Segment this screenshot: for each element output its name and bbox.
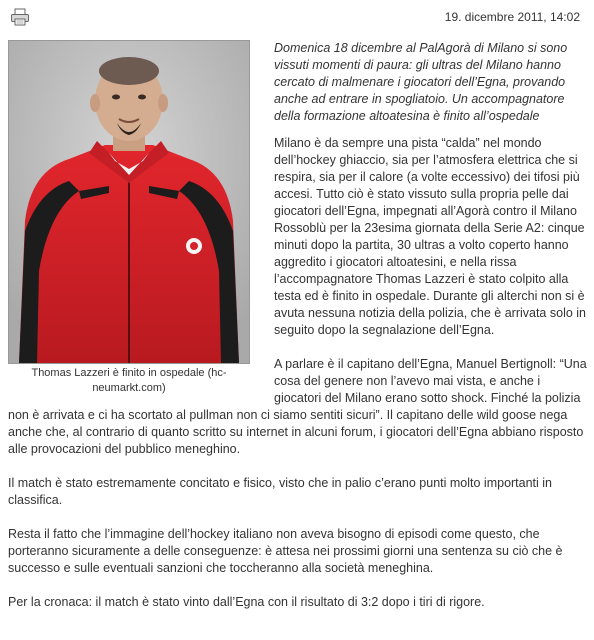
photo-caption: Thomas Lazzeri è finito in ospedale (hc-neumarkt.com) — [31, 367, 227, 394]
article-paragraph: Per la cronaca: il match è stato vinto dall’Egna con il risultato di 3:2 dopo i tiri di rigore. — [8, 595, 485, 609]
article-paragraph: A parlare è il capitano dell’Egna, Manuel Bertignoll: “Una cosa del genere non l’avevo mai vista, e anche i giocatori del Milano erano sotto shock. Finché la polizia non è arrivata e ci ha scortato al pullman non ci siamo sentiti sicuri”. Il capitano delle wild goose nega anche che, al contrario di quanto scritto su internet in alcuni forum, i giocatori dell’Egna abbiano risposto alle provocazioni del pubblico meneghino. — [8, 357, 587, 456]
article-paragraph: Milano è da sempre una pista “calda” nel mondo dell’hockey ghiaccio, sia per l’atmosfera elettrica che si respira, sia per il calore (a volte eccessivo) dei tifosi più accesi. Tutto ciò è stato vissuto sulla propria pelle dai giocatori dell’Egna, impegnati all’Agorà contro il Milano Rossoblù per la 23esima giornata della Serie A2: cinque minuti dopo la partita, 30 ultras a volto coperto hanno aggredito i giocatori altoatesini, e nella rissa l’accompagnatore Thomas Lazzeri è stato colpito alla testa ed è finito in ospedale. Durante gli alterchi non si è avuta nessuna notizia della polizia, che è arrivata solo in seguito dopo la segnalazione dell’Egna. — [274, 136, 586, 337]
article — [8, 40, 588, 628]
article-figure — [8, 40, 250, 396]
article-paragraph: Resta il fatto che l’immagine dell’hockey italiano non aveva bisogno di episodi come questo, che porteranno sicuramente a delle conseguenze: è attesa nei prossimi giorni una sentenza su ciò che è successo e sulle eventuali sanzioni che toccheranno alla società meneghina. — [8, 527, 563, 575]
printer-icon[interactable] — [10, 8, 30, 26]
article-date: 19. dicembre 2011, 14:02 — [444, 10, 580, 24]
portrait-photo — [8, 40, 250, 364]
article-lead: Domenica 18 dicembre al PalAgorà di Milano si sono vissuti momenti di paura: gli ultras del Milano hanno cercato di malmenare i giocatori dell’Egna, provando anche ad entrare in spogliatoio. Un accompagnatore della formazione altoatesina è finito all’ospedale — [274, 41, 568, 123]
article-paragraph: Il match è stato estremamente concitato e fisico, visto che in palio c’erano punti molto importanti in classifica. — [8, 476, 553, 507]
